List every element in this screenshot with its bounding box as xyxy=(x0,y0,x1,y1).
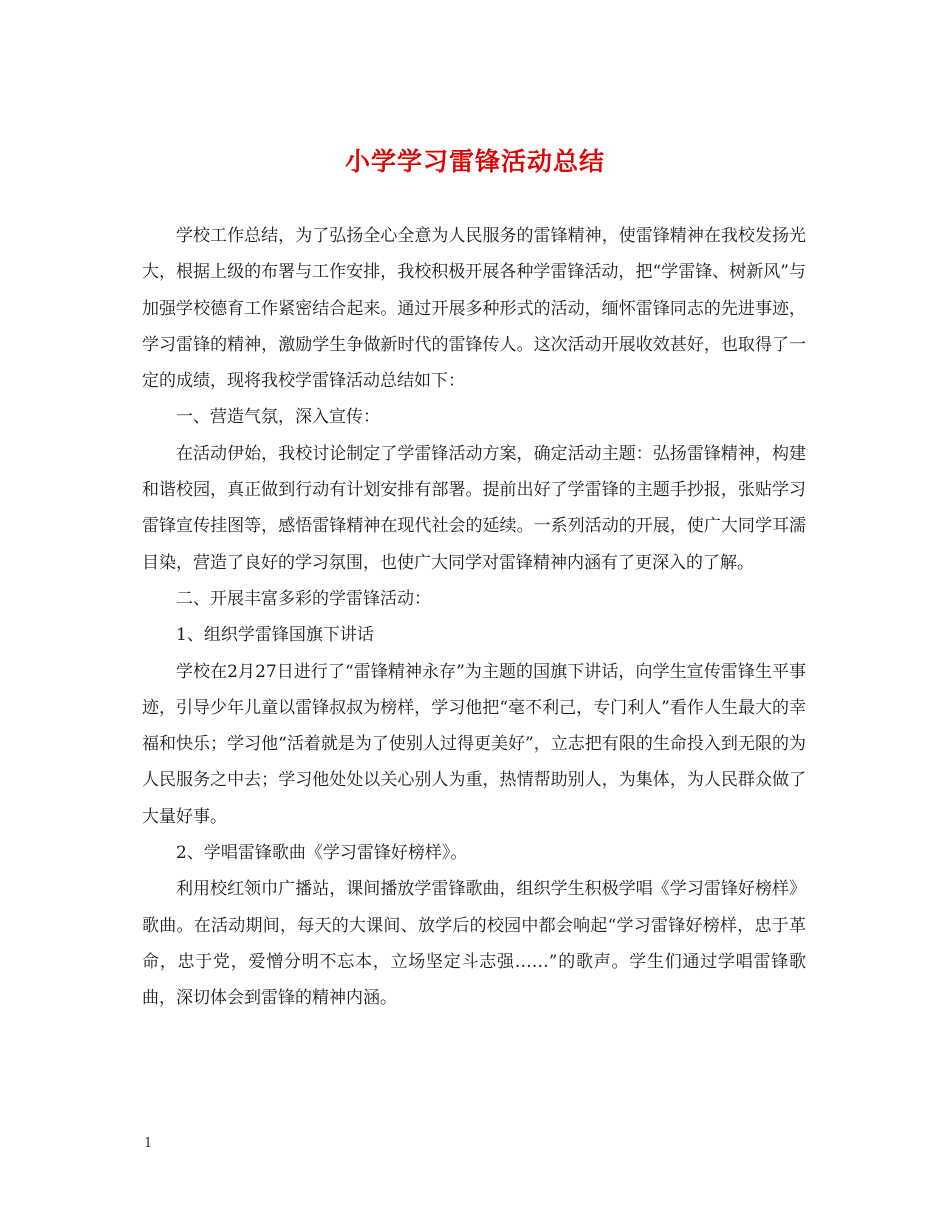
subsection-heading-2: 2、学唱雷锋歌曲《学习雷锋好榜样》。 xyxy=(176,843,468,864)
document-body xyxy=(142,218,806,1017)
paragraph-intro: 学校工作总结，为了弘扬全心全意为人民服务的雷锋精神，使雷锋精神在我校发扬光大，根据上级的布署与工作安排，我校积极开展各种学雷锋活动，把“学雷锋、树新风”与加强学校德育工作紧密结合起来。通过开展多种形式的活动，缅怀雷锋同志的先进事迹，学习雷锋的精神，激励学生争做新时代的雷锋传人。这次活动开展收效甚好，也取得了一定的成绩，现将我校学雷锋活动总结如下： xyxy=(142,226,806,392)
page-title: 小学学习雷锋活动总结 xyxy=(344,147,605,176)
page-number: 1 xyxy=(144,1136,153,1151)
subsection-heading-1: 1、组织学雷锋国旗下讲话 xyxy=(176,625,374,646)
paragraph-subsection-2: 利用校红领巾广播站，课间播放学雷锋歌曲，组织学生积极学唱《学习雷锋好榜样》歌曲。在活动期间，每天的大课间、放学后的校园中都会响起“学习雷锋好榜样，忠于革命，忠于党，爱憎分明不忘本，立场坚定斗志强……”的歌声。学生们通过学唱雷锋歌曲，深切体会到雷锋的精神内涵。 xyxy=(142,879,806,1009)
section-heading-1: 一、营造气氛，深入宣传： xyxy=(176,407,380,428)
section-heading-2: 二、开展丰富多彩的学雷锋活动： xyxy=(176,588,431,609)
paragraph-section-1: 在活动伊始，我校讨论制定了学雷锋活动方案，确定活动主题：弘扬雷锋精神，构建和谐校园，真正做到行动有计划安排有部署。提前出好了学雷锋的主题手抄报，张贴学习雷锋宣传挂图等，感悟雷锋精神在现代社会的延续。一系列活动的开展，使广大同学耳濡目染，营造了良好的学习氛围，也使广大同学对雷锋精神内涵有了更深入的了解。 xyxy=(142,443,806,573)
paragraph-subsection-1: 学校在2月27日进行了“雷锋精神永存”为主题的国旗下讲话，向学生宣传雷锋生平事迹，引导少年儿童以雷锋叔叔为榜样，学习他把“毫不利己，专门利人”看作人生最大的幸福和快乐；学习他“活着就是为了使别人过得更美好”，立志把有限的生命投入到无限的为人民服务之中去；学习他处处以关心别人为重，热情帮助别人，为集体，为人民群众做了大量好事。 xyxy=(142,661,806,827)
